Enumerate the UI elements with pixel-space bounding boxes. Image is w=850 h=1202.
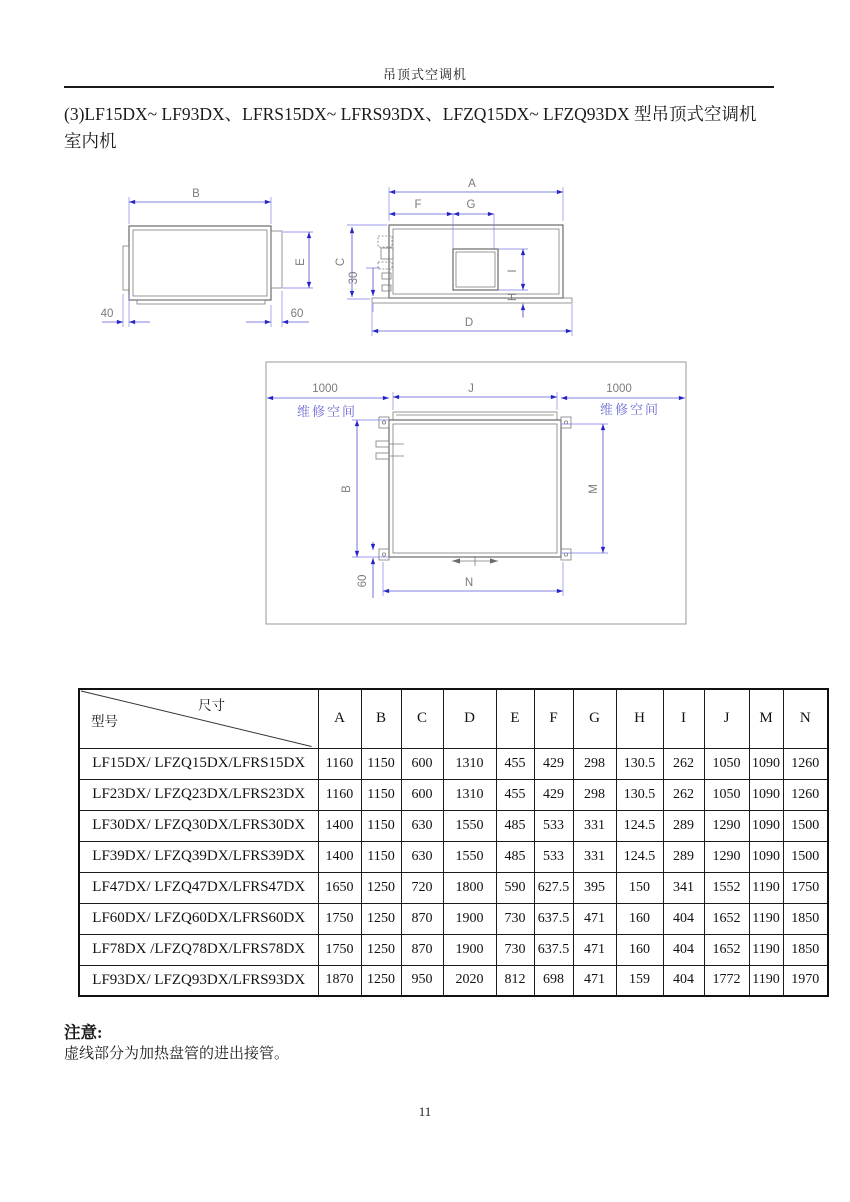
right-duct-flange [271,231,282,288]
corner-label-model: 型号 [91,714,118,729]
model-cell: LF15DX/ LFZQ15DX/LFRS15DX [79,748,318,779]
value-cell: 1772 [704,965,749,996]
value-cell: 1970 [783,965,828,996]
column-header-F: F [534,689,573,748]
column-header-I: I [663,689,704,748]
top-dim-d-label: D [464,317,474,329]
value-cell: 471 [573,934,616,965]
plan-dim-j-label: J [468,383,474,395]
value-cell: 130.5 [616,748,663,779]
top-dim-i-label: I [507,269,519,273]
value-cell: 1750 [318,934,361,965]
top-view-drawing [335,178,572,336]
table-row [79,965,828,996]
running-header: 吊顶式空调机 [382,67,467,82]
plan-dim-1000-left-label: 1000 [312,383,338,395]
value-cell: 590 [496,872,534,903]
service-space-right-label: 维修空间 [599,402,661,417]
value-cell: 404 [663,903,704,934]
value-cell: 1400 [318,810,361,841]
heating-coil-pipe-dashed [378,236,392,247]
plan-dim-b-label: B [341,485,353,493]
column-header-N: N [783,689,828,748]
value-cell: 1050 [704,779,749,810]
note-heading: 注意: [64,1023,103,1042]
value-cell: 1190 [749,934,783,965]
model-cell: LF47DX/ LFZQ47DX/LFRS47DX [79,872,318,903]
front-dim-40-label: 40 [100,308,114,320]
value-cell: 471 [573,965,616,996]
model-cell: LF60DX/ LFZQ60DX/LFRS60DX [79,903,318,934]
table-row [79,872,828,903]
value-cell: 159 [616,965,663,996]
value-cell: 1290 [704,810,749,841]
table-row [79,934,828,965]
value-cell: 730 [496,934,534,965]
table-corner-cell [79,689,318,748]
value-cell: 1250 [361,872,401,903]
value-cell: 600 [401,779,443,810]
value-cell: 698 [534,965,573,996]
value-cell: 124.5 [616,841,663,872]
value-cell: 533 [534,841,573,872]
column-header-A: A [318,689,361,748]
value-cell: 1260 [783,748,828,779]
value-cell: 1750 [318,903,361,934]
value-cell: 289 [663,810,704,841]
value-cell: 637.5 [534,903,573,934]
table-body [79,689,828,996]
plan-view-drawing [266,362,686,624]
value-cell: 331 [573,810,616,841]
value-cell: 1250 [361,965,401,996]
value-cell: 262 [663,748,704,779]
value-cell: 130.5 [616,779,663,810]
table-row [79,841,828,872]
value-cell: 1310 [443,779,496,810]
value-cell: 1090 [749,779,783,810]
value-cell: 485 [496,841,534,872]
plan-dim-1000-right-label: 1000 [606,383,632,395]
column-header-M: M [749,689,783,748]
value-cell: 1550 [443,841,496,872]
value-cell: 150 [616,872,663,903]
value-cell: 1090 [749,810,783,841]
top-dim-g-label: G [466,199,476,211]
value-cell: 630 [401,810,443,841]
value-cell: 1190 [749,965,783,996]
value-cell: 1190 [749,903,783,934]
outlet-box [453,249,498,290]
value-cell: 1250 [361,903,401,934]
value-cell: 600 [401,748,443,779]
value-cell: 395 [573,872,616,903]
column-header-C: C [401,689,443,748]
value-cell: 1150 [361,810,401,841]
value-cell: 627.5 [534,872,573,903]
column-header-J: J [704,689,749,748]
front-dim-e-label: E [295,258,307,266]
value-cell: 331 [573,841,616,872]
plan-dim-n-label: N [464,577,474,589]
value-cell: 1870 [318,965,361,996]
table-row [79,810,828,841]
value-cell: 341 [663,872,704,903]
model-cell: LF23DX/ LFZQ23DX/LFRS23DX [79,779,318,810]
value-cell: 1900 [443,934,496,965]
value-cell: 1500 [783,841,828,872]
value-cell: 637.5 [534,934,573,965]
section-title-line1: (3)LF15DX~ LF93DX、LFRS15DX~ LFRS93DX、LFZQ15DX~ LFZQ93DX 型吊顶式空调机 [64,104,757,124]
value-cell: 485 [496,810,534,841]
dimension-table [78,688,829,997]
value-cell: 1750 [783,872,828,903]
value-cell: 1050 [704,748,749,779]
value-cell: 1260 [783,779,828,810]
value-cell: 533 [534,810,573,841]
value-cell: 1850 [783,903,828,934]
left-flange [123,246,129,290]
value-cell: 404 [663,934,704,965]
table-row [79,748,828,779]
value-cell: 1250 [361,934,401,965]
value-cell: 1160 [318,779,361,810]
front-view-drawing [101,188,313,327]
value-cell: 455 [496,748,534,779]
value-cell: 720 [401,872,443,903]
front-dim-60-label: 60 [290,308,304,320]
value-cell: 1310 [443,748,496,779]
pipe-connections [376,441,404,459]
value-cell: 870 [401,903,443,934]
value-cell: 870 [401,934,443,965]
column-header-E: E [496,689,534,748]
value-cell: 1500 [783,810,828,841]
top-dim-30-label: 30 [348,271,360,285]
heating-coil-pipe-dashed [378,262,392,269]
top-dim-a-label: A [468,178,476,190]
column-header-D: D [443,689,496,748]
value-cell: 1650 [318,872,361,903]
value-cell: 730 [496,903,534,934]
value-cell: 1900 [443,903,496,934]
table-row [79,903,828,934]
value-cell: 455 [496,779,534,810]
value-cell: 160 [616,903,663,934]
corner-label-size: 尺寸 [198,698,225,713]
model-cell: LF93DX/ LFZQ93DX/LFRS93DX [79,965,318,996]
value-cell: 1550 [443,810,496,841]
value-cell: 404 [663,965,704,996]
service-space-left-label: 维修空间 [296,404,358,419]
value-cell: 812 [496,965,534,996]
value-cell: 471 [573,903,616,934]
value-cell: 1090 [749,748,783,779]
top-dim-c-label: C [335,257,347,267]
top-dim-h-label: H [507,292,519,302]
value-cell: 298 [573,779,616,810]
mounting-brackets [379,417,571,560]
value-cell: 429 [534,779,573,810]
table-row [79,779,828,810]
front-dim-b-label: B [192,188,200,200]
model-cell: LF30DX/ LFZQ30DX/LFRS30DX [79,810,318,841]
value-cell: 1150 [361,779,401,810]
column-header-B: B [361,689,401,748]
value-cell: 1090 [749,841,783,872]
model-cell: LF78DX /LFZQ78DX/LFRS78DX [79,934,318,965]
plan-dim-m-label: M [588,484,600,494]
top-dim-f-label: F [414,199,422,211]
table-header-row [79,689,828,748]
value-cell: 1652 [704,934,749,965]
value-cell: 1800 [443,872,496,903]
value-cell: 160 [616,934,663,965]
value-cell: 1652 [704,903,749,934]
column-header-G: G [573,689,616,748]
value-cell: 298 [573,748,616,779]
value-cell: 630 [401,841,443,872]
model-cell: LF39DX/ LFZQ39DX/LFRS39DX [79,841,318,872]
column-header-H: H [616,689,663,748]
value-cell: 1190 [749,872,783,903]
value-cell: 1850 [783,934,828,965]
value-cell: 2020 [443,965,496,996]
page-number: 11 [418,1104,432,1119]
value-cell: 1150 [361,748,401,779]
value-cell: 1150 [361,841,401,872]
value-cell: 950 [401,965,443,996]
note-body: 虚线部分为加热盘管的进出接管。 [64,1046,290,1062]
value-cell: 1290 [704,841,749,872]
value-cell: 1400 [318,841,361,872]
value-cell: 124.5 [616,810,663,841]
value-cell: 262 [663,779,704,810]
plan-dim-60-label: 60 [357,574,369,588]
value-cell: 429 [534,748,573,779]
value-cell: 1552 [704,872,749,903]
section-title-line2: 室内机 [64,131,117,151]
value-cell: 289 [663,841,704,872]
value-cell: 1160 [318,748,361,779]
